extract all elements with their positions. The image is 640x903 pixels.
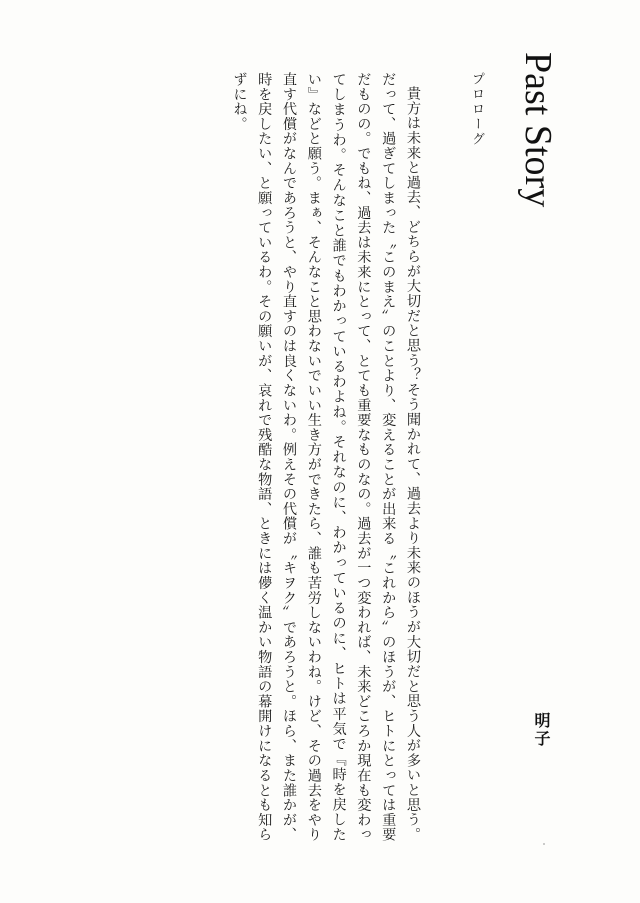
scan-speck [543,843,545,845]
author-name: 明子 [532,712,551,748]
story-title: Past Story [517,52,559,208]
body-paragraph: 貴方は未来と過去、どちらが大切だと思う？そう聞かれて、過去より未来のほうが大切だと思う人が多いと思う。だって、過ぎてしまった〝このまえ〟のことより、変えることが出来る〝これから〟のほうが、ヒトにとっては重要だものの。でもね、過去は未来にとって、とても重要なものなの。過去が一つ変われば、未来どころか現在も変わってしまうわ。そんなこと誰でもわかっているわよね。それなのに、わかっているのに、ヒトは平気で『時を戻したい』などと願う。まぁ、そんなこと思わないでいい生き方ができたら、誰も苦労しないわね。けど、その過去をやり直す代償がなんであろうと、やり直すのは良くないわ。例えその代償が〝キヲク〟であろうと。ほら、また誰かが、時を戻したい、と願っているわ。その願いが、哀れで残酷な物語、ときには儚く温かい物語の幕開けになるとも知らずにね。 [231,72,421,842]
chapter-heading: プロローグ [469,72,484,147]
prologue-body [227,72,425,842]
